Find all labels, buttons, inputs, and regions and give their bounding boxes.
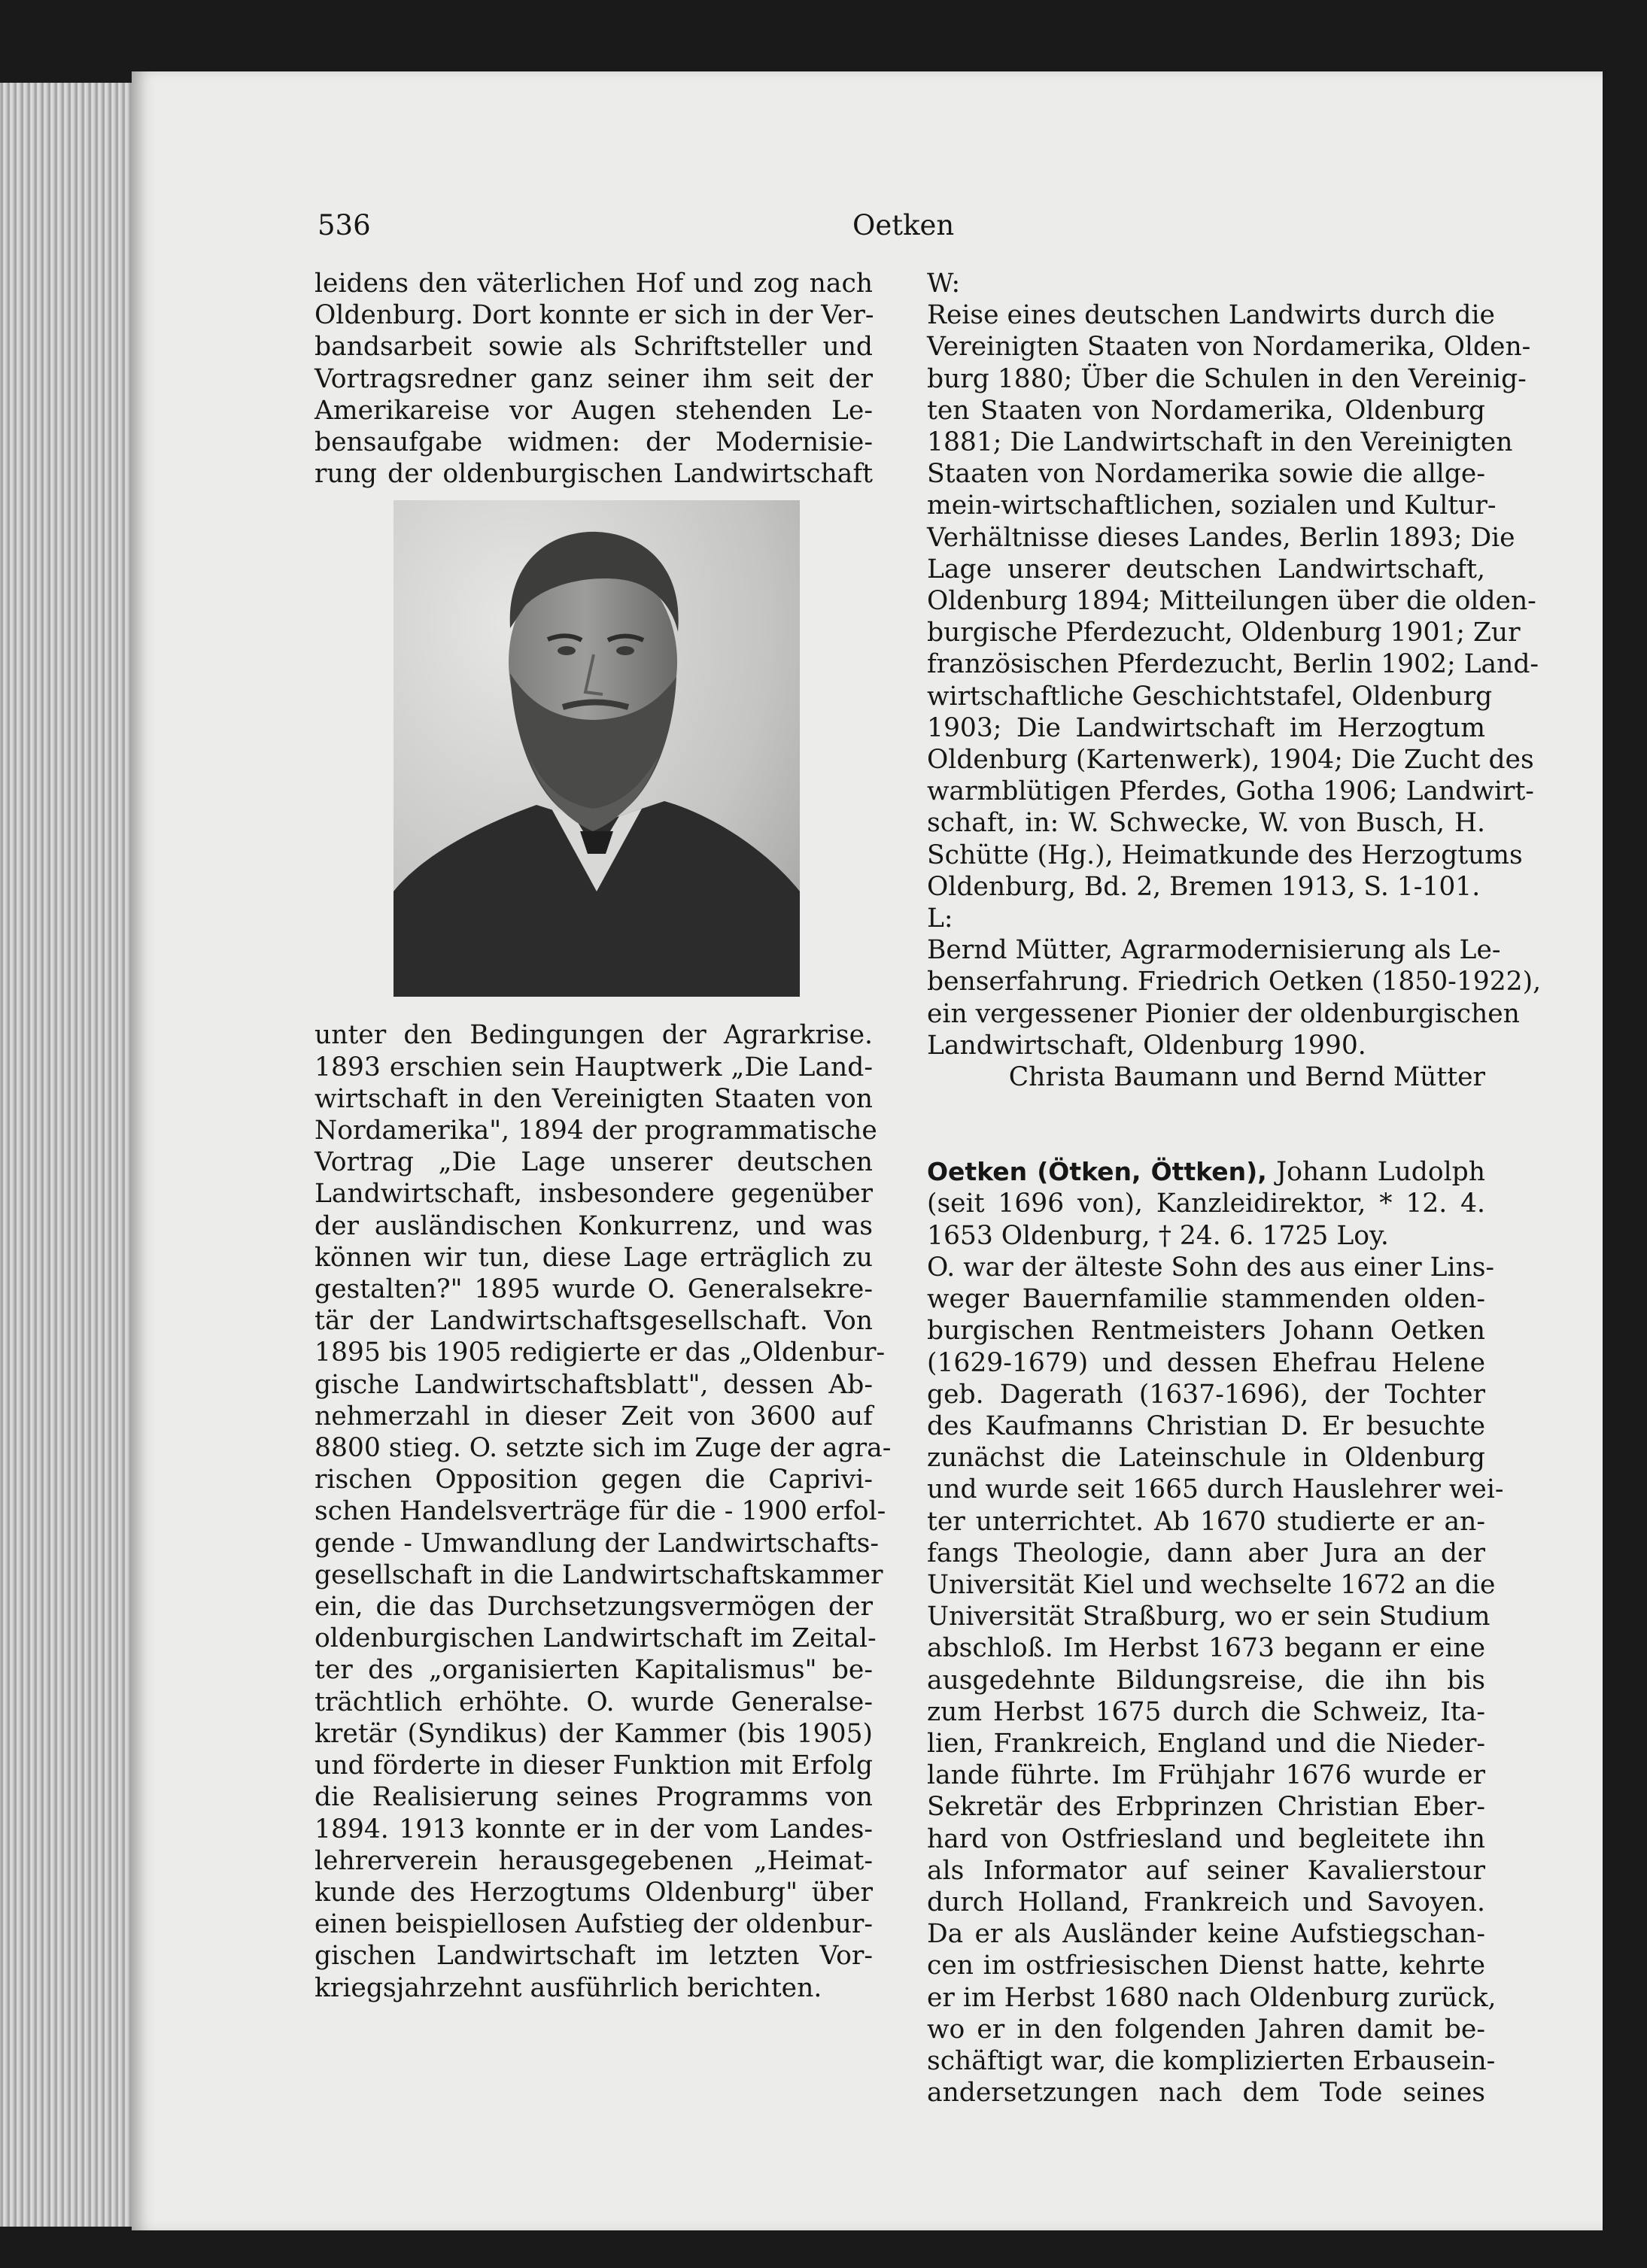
article-authors: Christa Baumann und Bernd Mütter [1008,1062,1485,1093]
works-list [927,299,1539,903]
text-line: rischen Opposition gegen die Caprivi- [315,1465,873,1495]
literature-line: Landwirtschaft, Oldenburg 1990. [927,1030,1366,1061]
text-line: schäftigt war, die komplizierten Erbausein- [927,2045,1496,2076]
entry-name: Oetken (Ötken, Öttken), [927,1157,1267,1187]
entry-header-line: 1653 Oldenburg, † 24. 6. 1725 Loy. [927,1220,1389,1251]
text-line: hard von Ostfriesland und begleitete ihn [927,1823,1485,1854]
works-line: Oldenburg (Kartenwerk), 1904; Die Zucht des [927,745,1534,776]
text-line: oldenburgischen Landwirtschaft im Zeital- [315,1623,877,1654]
works-line: Lage unserer deutschen Landwirtschaft, [927,554,1485,584]
text-line: O. war der älteste Sohn des aus einer Lins- [927,1252,1495,1283]
text-line: die Realisierung seines Programms von [315,1782,873,1813]
works-line: 1881; Die Landwirtschaft in den Vereinigten [927,427,1513,458]
text-line: lien, Frankreich, England und die Nieder- [927,1728,1485,1759]
text-line: ein, die das Durchsetzungsvermögen der [315,1592,873,1623]
text-line: schen Handelsverträge für die - 1900 erfol- [315,1496,886,1527]
left-column [315,268,892,2004]
works-line: warmblütigen Pferdes, Gotha 1906; Landwirt- [927,776,1534,807]
works-line: Verhältnisse dieses Landes, Berlin 1893; Die [927,522,1515,553]
entry-header-line: (seit 1696 von), Kanzleidirektor, * 12. 4. [927,1189,1485,1219]
text-line: 1893 erschien sein Hauptwerk „Die Land- [315,1052,873,1082]
text-line: ter des „organisierten Kapitalismus" be- [315,1655,873,1686]
left-column-bottom-text [315,1019,892,2003]
text-line: bensaufgabe widmen: der Modernisie- [315,427,873,458]
works-line: burg 1880; Über die Schulen in den Vereinig- [927,363,1527,394]
text-line: ter unterrichtet. Ab 1670 studierte er an- [927,1506,1485,1537]
works-line: Reise eines deutschen Landwirts durch die [927,300,1495,331]
works-line: schaft, in: W. Schwecke, W. von Busch, H. [927,808,1485,839]
text-line: tär der Landwirtschaftsgesellschaft. Von [315,1306,873,1337]
works-line: ten Staaten von Nordamerika, Oldenburg [927,395,1485,426]
text-line: Da er als Ausländer keine Aufstiegschan- [927,1919,1485,1950]
works-line: Vereinigten Staaten von Nordamerika, Olden- [927,332,1531,363]
text-line: nehmerzahl in dieser Zeit von 3600 auf [315,1401,873,1432]
entry-header-lines [927,1188,1485,1251]
text-line: trächtlich erhöhte. O. wurde Generalse- [315,1687,873,1717]
text-line: bandsarbeit sowie als Schriftsteller und [315,332,873,363]
text-line: des Kaufmanns Christian D. Er besuchte [927,1410,1485,1441]
text-line: als Informator auf seiner Kavalierstour [927,1855,1485,1886]
text-line: lehrerverein herausgegebenen „Heimat- [315,1845,873,1876]
text-line: gestalten?" 1895 wurde O. Generalsekre- [315,1274,873,1305]
text-line: 1894. 1913 konnte er in der vom Landes- [315,1814,873,1844]
text-line: durch Holland, Frankreich und Savoyen. [927,1887,1485,1917]
text-line: er im Herbst 1680 nach Oldenburg zurück, [927,1982,1497,2013]
text-line: Oldenburg. Dort konnte er sich in der Ver- [315,300,874,331]
text-line: kunde des Herzogtums Oldenburg" über [315,1877,873,1908]
text-line: zunächst die Lateinschule in Oldenburg [927,1443,1485,1474]
literature-list [927,934,1542,1061]
text-line: Sekretär des Erbprinzen Christian Eber- [927,1792,1485,1823]
text-line: leidens den väterlichen Hof und zog nach [315,269,873,299]
text-line: (1629-1679) und dessen Ehefrau Helene [927,1347,1485,1378]
text-line: einen beispiellosen Aufstieg der oldenbur- [315,1909,873,1940]
text-line: Amerikareise vor Augen stehenden Le- [315,395,873,426]
text-line: ausgedehnte Bildungsreise, die ihn bis [927,1665,1485,1696]
text-line: gische Landwirtschaftsblatt", dessen Ab- [315,1369,873,1400]
text-line: Universität Kiel und wechselte 1672 an die [927,1569,1496,1600]
works-line: französischen Pferdezucht, Berlin 1902; Land- [927,649,1539,680]
text-line: kretär (Syndikus) der Kammer (bis 1905) [315,1718,873,1749]
text-line: kriegsjahrzehnt ausführlich berichten. [315,1972,822,2003]
text-line: weger Bauernfamilie stammenden olden- [927,1284,1485,1315]
book-page-edges [0,83,143,2227]
text-line: cen im ostfriesischen Dienst hatte, kehrte [927,1951,1485,1981]
left-column-top-text [315,268,873,490]
entry-spacer [927,1093,1485,1156]
works-line: wirtschaftliche Geschichtstafel, Oldenburg [927,681,1493,712]
entry-heading-line [927,1156,1485,1188]
works-line: mein-wirtschaftlichen, sozialen und Kultur- [927,490,1497,521]
text-line: unter den Bedingungen der Agrarkrise. [315,1020,873,1051]
text-line: 8800 stieg. O. setzte sich im Zuge der agra- [315,1433,892,1464]
entry-given-name: Johann Ludolph [1266,1157,1485,1188]
works-line: Staaten von Nordamerika sowie die allge- [927,459,1485,490]
text-line: wo er in den folgenden Jahren damit be- [927,2014,1485,2045]
text-line: abschloß. Im Herbst 1673 begann er eine [927,1633,1485,1664]
text-line: gischen Landwirtschaft im letzten Vor- [315,1941,873,1972]
portrait-photo [394,500,800,997]
literature-line: benserfahrung. Friedrich Oetken (1850-1922), [927,967,1542,997]
text-line: andersetzungen nach dem Tode seines [927,2078,1485,2109]
running-head: Oetken [852,209,955,241]
text-line: Landwirtschaft, insbesondere gegenüber [315,1179,873,1210]
text-line: fangs Theologie, dann aber Jura an der [927,1538,1485,1568]
text-line: lande führte. Im Frühjahr 1676 wurde er [927,1760,1485,1791]
literature-label: L: [927,903,953,934]
text-line: und förderte in dieser Funktion mit Erfolg [315,1750,873,1781]
text-line: der ausländischen Konkurrenz, und was [315,1210,873,1241]
text-line: Nordamerika", 1894 der programmatische [315,1116,877,1146]
page-number: 536 [318,209,371,241]
works-line: burgische Pferdezucht, Oldenburg 1901; Zur [927,618,1521,648]
text-line: Vortrag „Die Lage unserer deutschen [315,1147,873,1178]
text-line: gende - Umwandlung der Landwirtschafts- [315,1528,880,1559]
text-line: und wurde seit 1665 durch Hauslehrer wei- [927,1474,1504,1505]
works-line: Schütte (Hg.), Heimatkunde des Herzogtums [927,839,1523,870]
works-line: Oldenburg 1894; Mitteilungen über die olden- [927,586,1536,617]
text-line: können wir tun, diese Lage erträglich zu [315,1242,873,1273]
right-column [927,268,1542,2109]
literature-line: ein vergessener Pionier der oldenburgischen [927,998,1520,1029]
works-line: 1903; Die Landwirtschaft im Herzogtum [927,712,1485,743]
literature-line: Bernd Mütter, Agrarmodernisierung als Le- [927,935,1501,966]
text-line: gesellschaft in die Landwirtschaftskammer [315,1559,883,1590]
text-line: burgischen Rentmeisters Johann Oetken [927,1316,1485,1347]
text-line: Universität Straßburg, wo er sein Studium [927,1602,1491,1632]
text-line: zum Herbst 1675 durch die Schweiz, Ita- [927,1696,1485,1727]
works-label: W: [927,269,961,299]
works-line: Oldenburg, Bd. 2, Bremen 1913, S. 1-101. [927,871,1481,902]
text-line: geb. Dagerath (1637-1696), der Tochter [927,1379,1485,1410]
text-line: rung der oldenburgischen Landwirtschaft [315,459,873,490]
text-line: wirtschaft in den Vereinigten Staaten von [315,1083,873,1114]
text-line: 1895 bis 1905 redigierte er das „Oldenbur- [315,1337,886,1368]
text-line: Vortragsredner ganz seiner ihm seit der [315,363,873,394]
entry-body-text [927,1252,1504,2109]
